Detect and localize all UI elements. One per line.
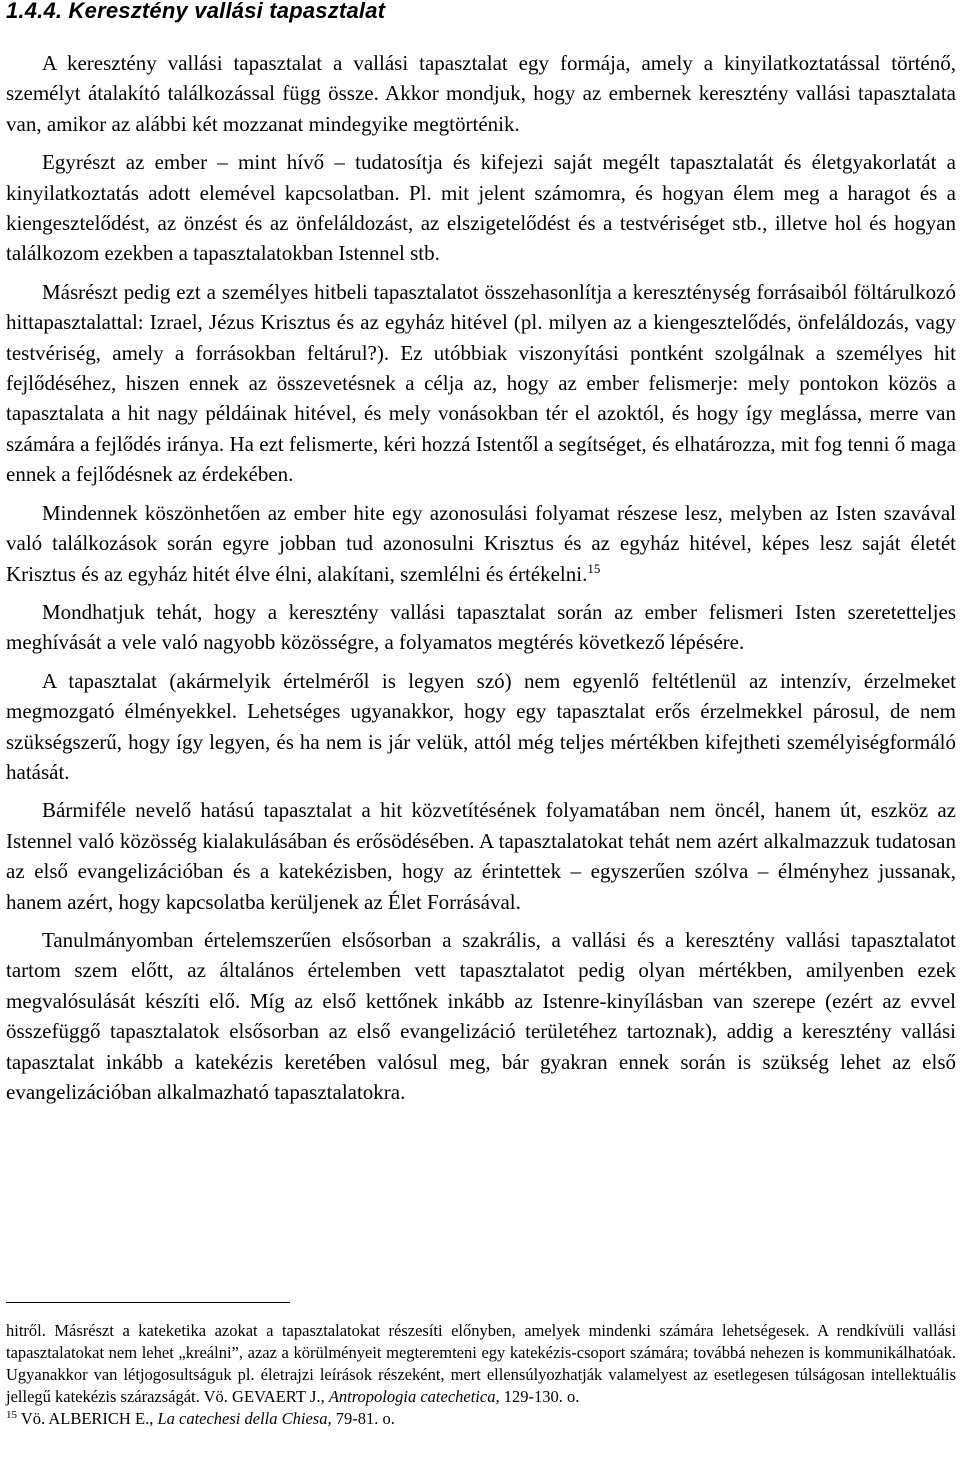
paragraph-1: A keresztény vallási tapasztalat a vallási tapasztalat egy formája, amely a kinyilatkoztatással történő, személyt átalakító találkozással függ össze. Akkor mondjuk, hogy az embernek keresztény vallási tapasztalata van, amikor az alábbi két mozzanat mindegyike megtörténik. <box>6 51 956 136</box>
body-text <box>6 48 956 1115</box>
footnote-15-label: 15 <box>6 1409 17 1421</box>
footnote-14-pages: 129-130. o. <box>499 1387 580 1406</box>
footnote-14-work-title: Antropologia catechetica, <box>328 1387 500 1406</box>
paragraph-2-continuation: , illetve hol és hogyan találkozom ezekben a tapasztalatokban Istennel stb. <box>6 211 956 266</box>
paragraph-3-second-part: Ez utóbbiak viszonyítási pontként szolgálnak a személyes hit fejlődéséhez, hiszen ennek az összevetésnek a célja az, hogy az ember felismerje: mely pontokon közös a tapasztalata a hit nagy példáinak hitével, és mely vonásokban tér el azoktól, és hogy így meglássa, merre van számára a fejlődés iránya. Ha ezt felismerte, kéri hozzá Istentől a segítséget, és elhatározza, mit fog tenni ő maga ennek a fejlődésnek az érdekében. <box>6 340 956 487</box>
paragraph-7: Bármiféle nevelő hatású tapasztalat a hit közvetítésének folyamatában nem öncél, hanem út, eszköz az Istennel való közösség kialakulásában és erősödésében. A tapasztalatokat tehát nem azért alkalmazzuk tudatosan az első evangelizációban és a katekézisben, hogy az érintettek – egyszerűen szólva – élményhez jussanak, hanem azért, hogy kapcsolatba kerüljenek az Élet Forrásával. <box>6 798 956 914</box>
footnote-separator <box>6 1302 290 1303</box>
paragraph-2-example: Pl. mit jelent számomra, és hogyan élem meg a haragot és a kiengesztelődést, az önzést és az önfeláldozást, az elszigetelődést és a testvériséget stb. <box>6 180 956 236</box>
paragraph-6: A tapasztalat (akármelyik értelméről is legyen szó) nem egyenlő feltétlenül az intenzív, érzelmeket megmozgató élményekkel. Lehetséges ugyanakkor, hogy egy tapasztalat erős érzelmekkel párosul, de nem szükségszerű, hogy így legyen, és ha nem is jár velük, attól még teljes mértékben kifejtheti személyiségformáló hatását. <box>6 668 956 784</box>
footnote-15: $^{15}$ Vö. ALBERICH E., La catechesi della Chiesa, 79-81. o. <box>6 1409 395 1428</box>
footnote-14-continuation <box>6 1320 956 1408</box>
paragraph-4 <box>6 498 956 589</box>
footnotes <box>6 1320 956 1430</box>
paragraph-8: Tanulmányomban értelemszerűen elsősorban a szakrális, a vallási és a keresztény vallási tapasztalatot tartom szem előtt, az általános értelemben vett tapasztalatot pedig olyan mértékben, amilyenben ezek megvalósulását készíti elő. Míg az első kettőnek inkább az Istenre-kinyílásban van szerepe (ezért az evvel összefüggő tapasztalatok elsősorban az első evangelizáció területéhez tartoznak), addig a keresztény vallási tapasztalat inkább a katekézis keretében valósul meg, bár gyakran ennek során is szükség lehet az első evangelizációban alkalmazható tapasztalatokra. <box>6 927 956 1104</box>
paragraph-3-first-part: Másrészt pedig ezt a személyes hitbeli tapasztalatot összehasonlítja a kereszténység forrásaiból föltárulkozó hittapasztalattal: Izrael, Jézus Krisztus és az egyház hitével (pl. milyen az a kiengesztelődés, önfeláldozás, vagy testvériség, amely a forrásokban feltárul?). <box>6 279 956 365</box>
footnote-15-work-title: La catechesi della Chiesa, <box>157 1409 332 1428</box>
paragraph-5: Mondhatjuk tehát, hogy a keresztény vallási tapasztalat során az ember felismeri Isten szeretetteljes meghívását a vele való nagyobb közösségre, a folyamatos megtérés következő lépésére. <box>6 599 956 655</box>
footnote-14-text: hitről. Másrészt a kateketika azokat a tapasztalatokat részesíti előnyben, amelyek mindenki számára lehetségesek. A rendkívüli vallási tapasztalatokat nem lehet „kreálni”, azaz a körülményeit megteremteni egy katekézis-csoport számára; továbbá nehezen is kommunikálhatóak. Ugyanakkor van létjogosultságuk pl. életrajzi leírások részeként, mert ellensúlyozhatják valamelyest az esetlegesen túlságosan intellektuális jellegű katekézis szárazságát. Vö. <box>6 1321 956 1406</box>
section-title: 1.4.4. Keresztény vallási tapasztalat <box>6 0 386 23</box>
paragraph-4-text: Mindennek köszönhetően az ember hite egy azonosulási folyamat részese lesz, melyben az Isten szavával való találkozások során egyre jobban tud azonosulni Krisztus és az egyház hitével, képes lesz saját életét Krisztus és az egyház hitét élve élni, alakítani, szemlélni és értékelni. <box>6 500 956 586</box>
paragraph-3 <box>6 277 956 490</box>
footnote-reference-15[interactable]: 15 <box>587 560 601 576</box>
footnote-14-author: GEVAERT J., <box>232 1387 329 1406</box>
footnote-15-pages: 79-81. o. <box>331 1409 395 1428</box>
paragraph-2 <box>6 147 956 269</box>
paragraph-2-first-sentence: Egyrészt az ember – mint hívő – tudatosítja és kifejezi saját megélt tapasztalatát és életgyakorlatát a kinyilatkoztatás adott elemével kapcsolatban. <box>6 150 956 205</box>
footnote-15-author: ALBERICH E., <box>48 1409 158 1428</box>
